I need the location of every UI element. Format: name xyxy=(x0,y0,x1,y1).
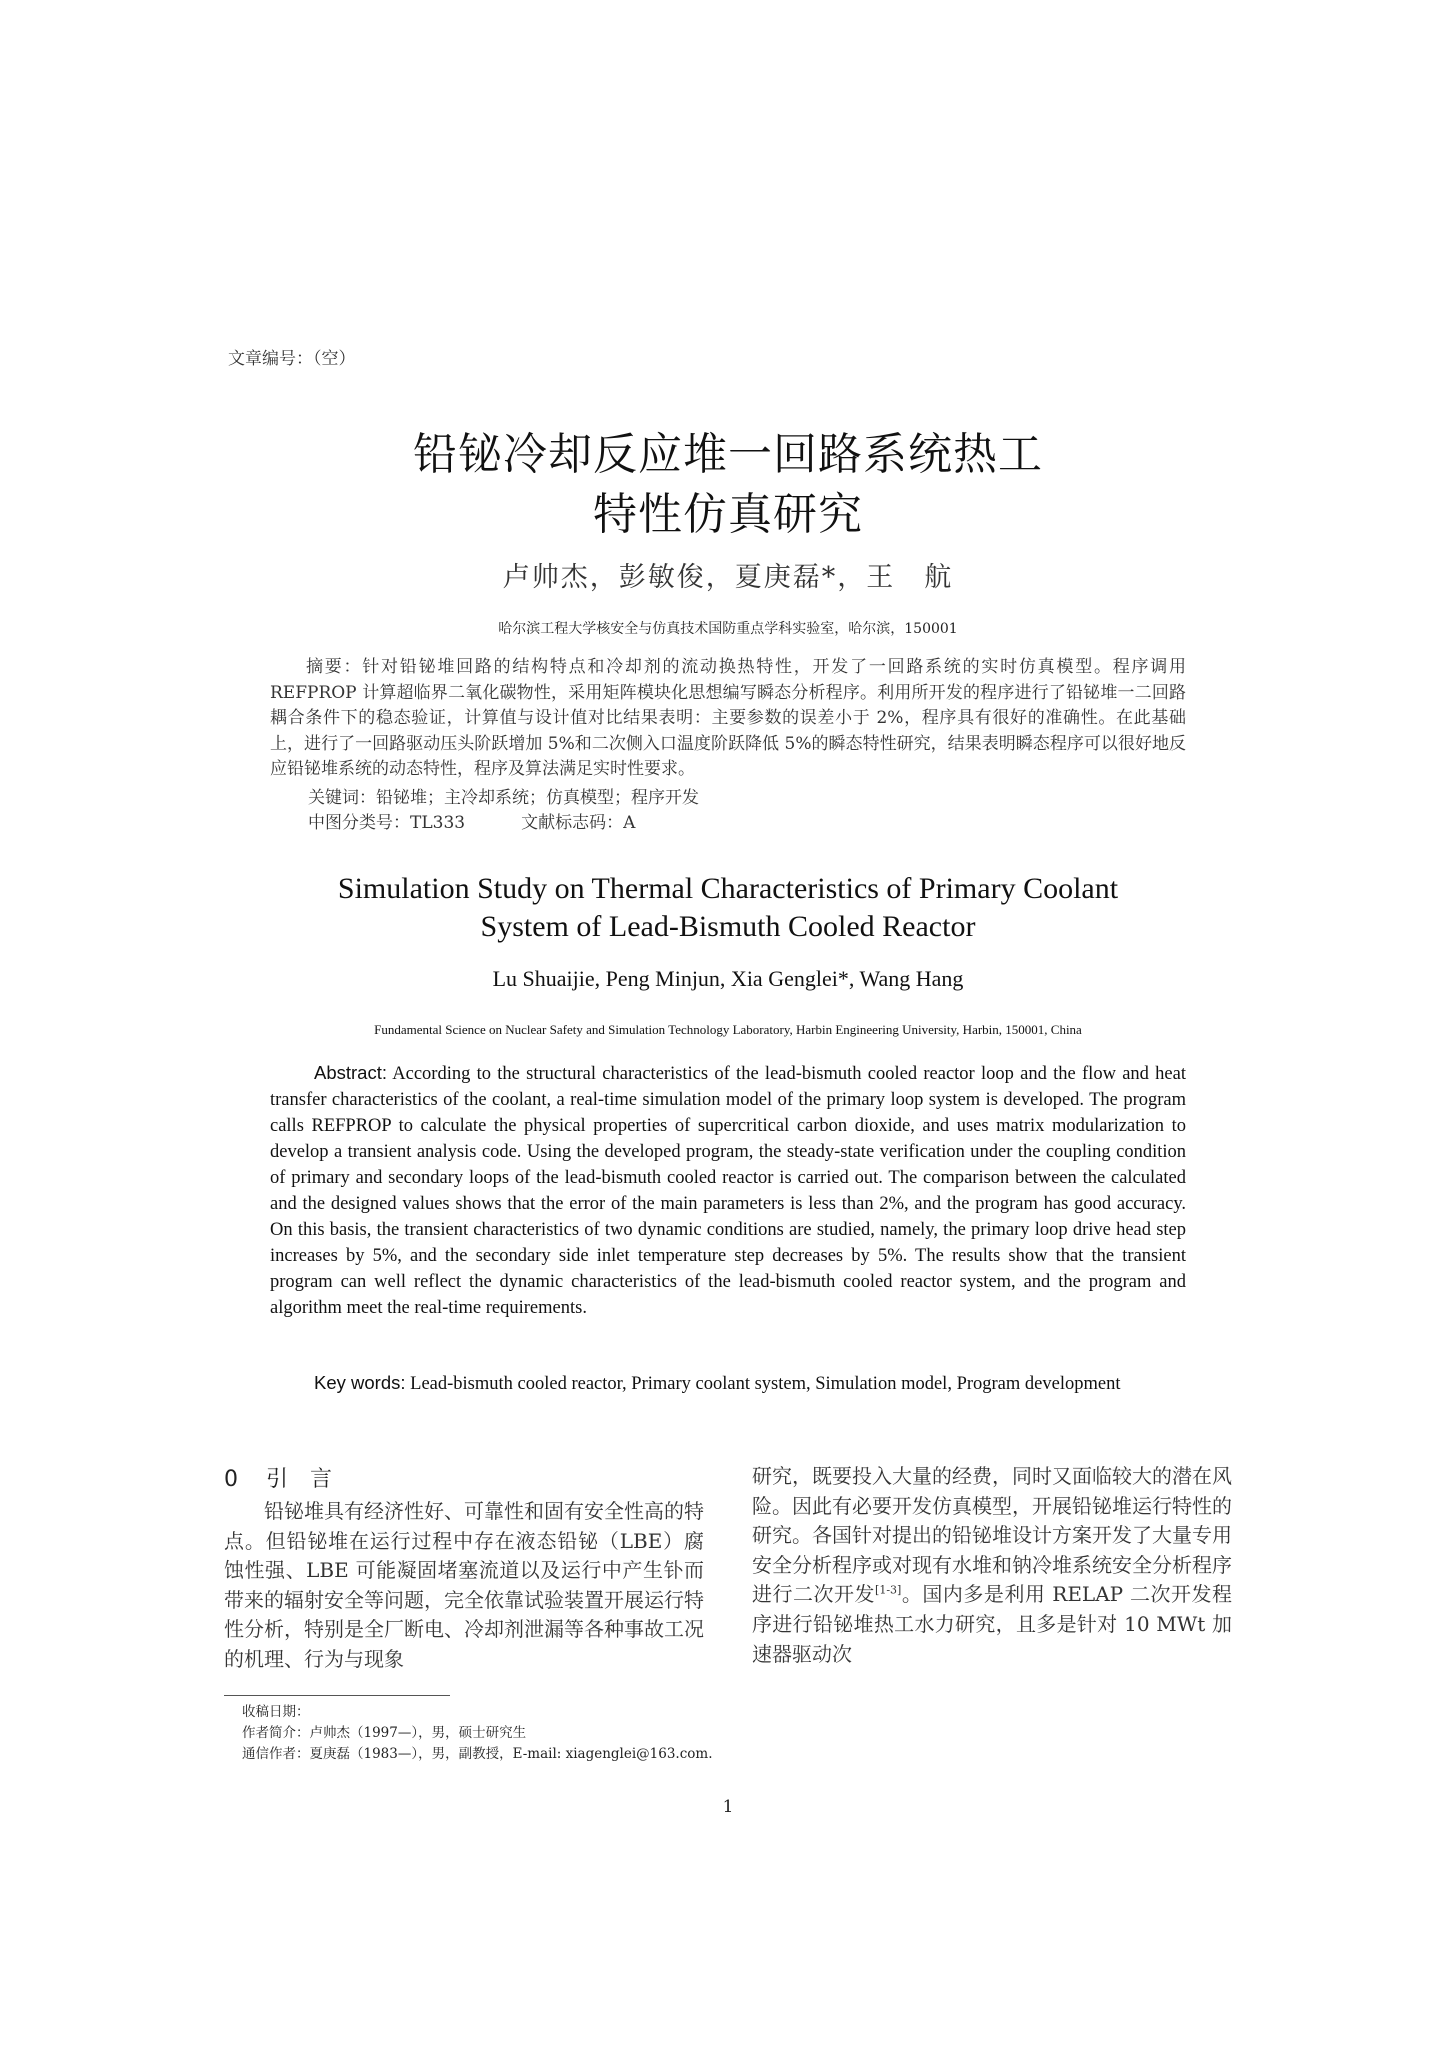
chinese-title-line-1: 铅铋冷却反应堆一回路系统热工 xyxy=(413,429,1043,480)
english-keywords xyxy=(270,1370,1186,1397)
chinese-authors: 卢帅杰，彭敏俊，夏庚磊*，王 航 xyxy=(502,562,954,593)
footnote-corresponding: 通信作者：夏庚磊（1983—），男，副教授，E-mail: xiagenglei@163.com. xyxy=(242,1746,713,1762)
keywords-lead: Key words: xyxy=(314,1372,406,1393)
section-title: 引 言 xyxy=(266,1467,333,1492)
section-number: 0 xyxy=(224,1467,238,1492)
english-abstract xyxy=(270,1060,1186,1321)
footnote-author-bio: 作者简介：卢帅杰（1997—），男，硕士研究生 xyxy=(242,1725,527,1741)
chinese-title-line-2: 特性仿真研究 xyxy=(593,489,863,540)
english-affiliation: Fundamental Science on Nuclear Safety and Simulation Technology Laboratory, Harbin Engineering University, Harbin, 150001, China xyxy=(374,1022,1082,1037)
article-number: 文章编号：（空） xyxy=(228,349,356,369)
document-code: 文献标志码：A xyxy=(521,813,636,833)
english-title-line-2: System of Lead-Bismuth Cooled Reactor xyxy=(480,910,976,943)
keywords-body: Lead-bismuth cooled reactor, Primary coolant system, Simulation model, Program development xyxy=(410,1374,1121,1394)
intro-right-text: 研究，既要投入大量的经费，同时又面临较大的潜在风险。因此有必要开发仿真模型，开展铅铋堆运行特性的研究。各国针对提出的铅铋堆设计方案开发了大量专用安全分析程序或对现有水堆和钠冷堆系统安全分析程序进行二次开发 xyxy=(752,1464,1232,1607)
chinese-abstract: 摘要：针对铅铋堆回路的结构特点和冷却剂的流动换热特性，开发了一回路系统的实时仿真模型。程序调用 REFPROP 计算超临界二氧化碳物性，采用矩阵模块化思想编写瞬态分析程序。利用所开发的程序进行了铅铋堆一二回路耦合条件下的稳态验证，计算值与设计值对比结果表明：主要参数的误差小于 2%，程序具有很好的准确性。在此基础上，进行了一回路驱动压头阶跃增加 5%和二次侧入口温度阶跃降低 5%的瞬态特性研究，结果表明瞬态程序可以很好地反应铅铋堆系统的动态特性，程序及算法满足实时性要求。 xyxy=(270,657,1186,779)
abstract-lead: Abstract: xyxy=(314,1062,387,1083)
chinese-keywords: 关键词：铅铋堆；主冷却系统；仿真模型；程序开发 xyxy=(308,788,699,808)
english-title-line-1: Simulation Study on Thermal Characteristics of Primary Coolant xyxy=(337,872,1119,905)
intro-left-column: 铅铋堆具有经济性好、可靠性和固有安全性高的特点。但铅铋堆在运行过程中存在液态铅铋（LBE）腐蚀性强、LBE 可能凝固堵塞流道以及运行中产生钋而带来的辐射安全等问题，完全依靠试验装置开展运行特性分析，特别是全厂断电、冷却剂泄漏等各种事故工况的机理、行为与现象 xyxy=(224,1499,704,1671)
page-number: 1 xyxy=(722,1797,734,1817)
intro-right-text-2: 。国内多是利用 RELAP 二次开发程序进行铅铋堆热工水力研究，且多是针对 10 MWt 加速器驱动次 xyxy=(752,1582,1232,1666)
chinese-affiliation: 哈尔滨工程大学核安全与仿真技术国防重点学科实验室，哈尔滨，150001 xyxy=(498,621,958,637)
section-heading xyxy=(224,1462,332,1493)
footnote-divider xyxy=(224,1695,450,1696)
clc-number: 中图分类号：TL333 xyxy=(308,813,466,833)
footnote-received: 收稿日期： xyxy=(242,1704,310,1720)
intro-right-column xyxy=(752,1462,1232,1669)
abstract-body: According to the structural characteristics of the lead-bismuth cooled reactor loop and the flow and heat transfer characteristics of the coolant, a real-time simulation model of the primary loop system is developed. The program calls REFPROP to calculate the physical properties of supercritical carbon dioxide, and uses matrix modularization to develop a transient analysis code. Using the developed program, the steady-state verification under the coupling condition of primary and secondary loops of the lead-bismuth cooled reactor is carried out. The comparison between the calculated and the designed values shows that the error of the main parameters is less than 2%, and the program has good accuracy. On this basis, the transient characteristics of two dynamic conditions are studied, namely, the primary loop drive head step increases by 5%, and the secondary side inlet temperature step decreases by 5%. The results show that the transient program can well reflect the dynamic characteristics of the lead-bismuth cooled reactor system, and the program and algorithm meet the real-time requirements. xyxy=(270,1064,1186,1318)
chinese-classification xyxy=(308,808,635,833)
english-authors: Lu Shuaijie, Peng Minjun, Xia Genglei*, Wang Hang xyxy=(492,966,964,991)
citation: [1-3] xyxy=(875,1583,902,1597)
